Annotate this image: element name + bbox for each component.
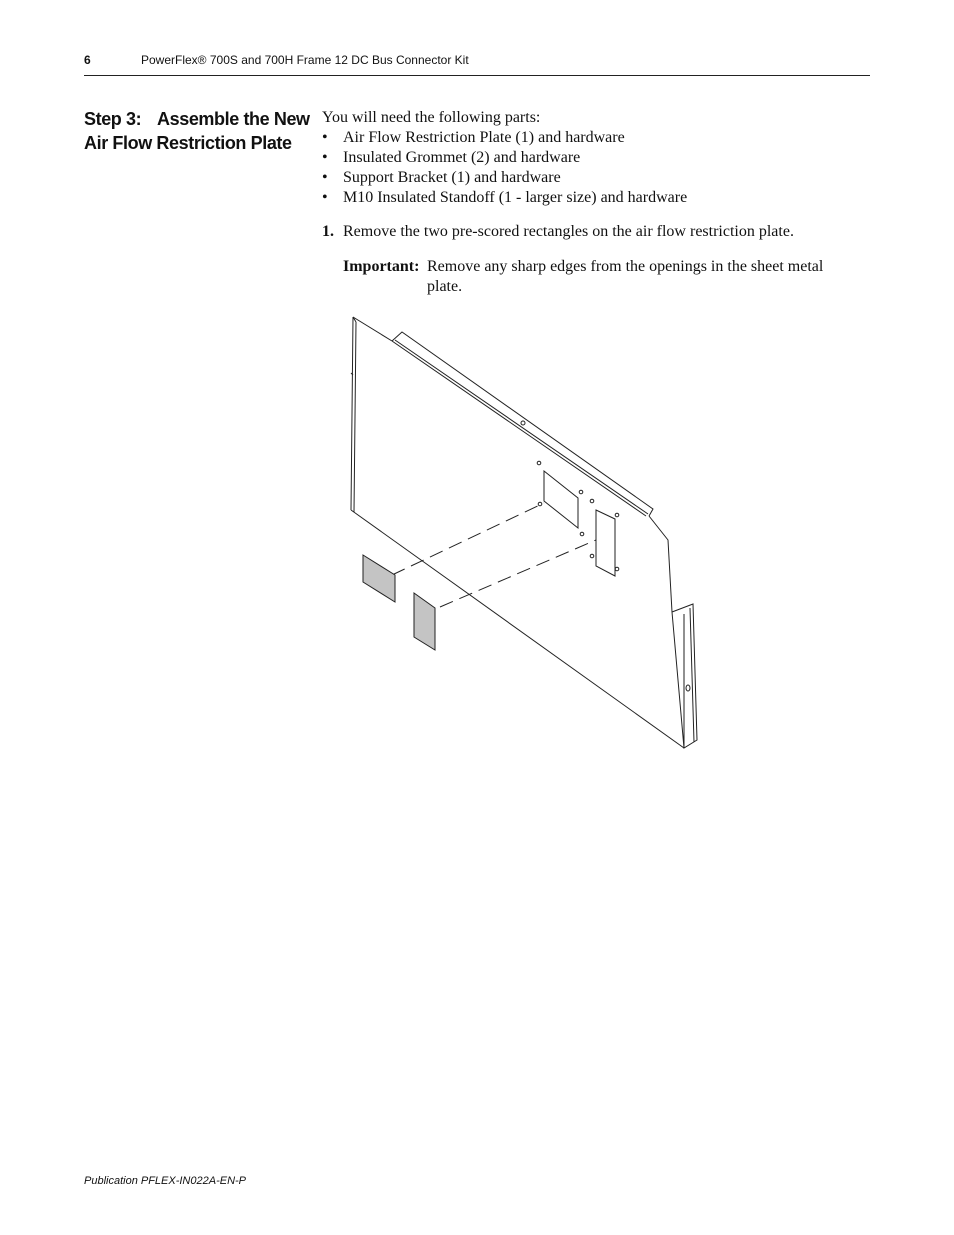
hole	[521, 421, 525, 425]
step-title-line2: Air Flow Restriction Plate	[84, 133, 292, 153]
list-item	[322, 188, 862, 208]
plate-right-upper	[649, 516, 672, 612]
page-header	[84, 53, 870, 76]
step-text: Remove the two pre-scored rectangles on the air flow restriction plate.	[343, 223, 794, 240]
cutout-left	[544, 471, 578, 528]
step-body	[322, 108, 862, 297]
bullet-icon: •	[322, 169, 328, 186]
part-text: Air Flow Restriction Plate (1) and hardware	[343, 129, 625, 146]
part-text: M10 Insulated Standoff (1 - larger size) and hardware	[343, 189, 688, 206]
plate-top-edge	[353, 317, 392, 341]
step-heading	[84, 107, 314, 155]
hole	[538, 502, 542, 506]
right-bracket	[672, 604, 697, 748]
grommet-piece-1	[363, 555, 395, 602]
plate-bottom-edge	[351, 510, 684, 748]
publication-footer: Publication PFLEX-IN022A-EN-P	[84, 1175, 247, 1187]
bullet-icon: •	[322, 149, 328, 166]
part-text: Insulated Grommet (2) and hardware	[343, 149, 581, 166]
bullet-icon: •	[322, 129, 328, 146]
parts-list	[322, 128, 862, 208]
hole	[615, 567, 619, 571]
step-label: Step 3:	[84, 109, 142, 129]
document-title: PowerFlex® 700S and 700H Frame 12 DC Bus Connector Kit	[141, 53, 469, 67]
step-number: 1.	[322, 223, 334, 240]
important-note	[343, 257, 862, 297]
hole	[590, 554, 594, 558]
plate-left-edge	[351, 317, 356, 512]
page-number: 6	[84, 53, 91, 67]
step-title-line1: Assemble the New	[157, 109, 310, 129]
hole	[615, 513, 619, 517]
cutout-right	[596, 510, 615, 576]
hole	[686, 685, 690, 691]
parts-intro: You will need the following parts:	[322, 109, 541, 126]
list-item	[322, 148, 862, 168]
plate-illustration	[340, 310, 710, 760]
bullet-icon: •	[322, 189, 328, 206]
hole	[579, 490, 583, 494]
hole	[590, 499, 594, 503]
important-text: Remove any sharp edges from the openings in the sheet metal plate.	[427, 258, 824, 295]
hole	[537, 461, 541, 465]
instruction-step-1	[322, 222, 862, 242]
hole	[580, 532, 584, 536]
list-item	[322, 128, 862, 148]
list-item	[322, 168, 862, 188]
grommet-piece-2	[414, 593, 435, 650]
important-label: Important:	[343, 258, 420, 275]
part-text: Support Bracket (1) and hardware	[343, 169, 561, 186]
